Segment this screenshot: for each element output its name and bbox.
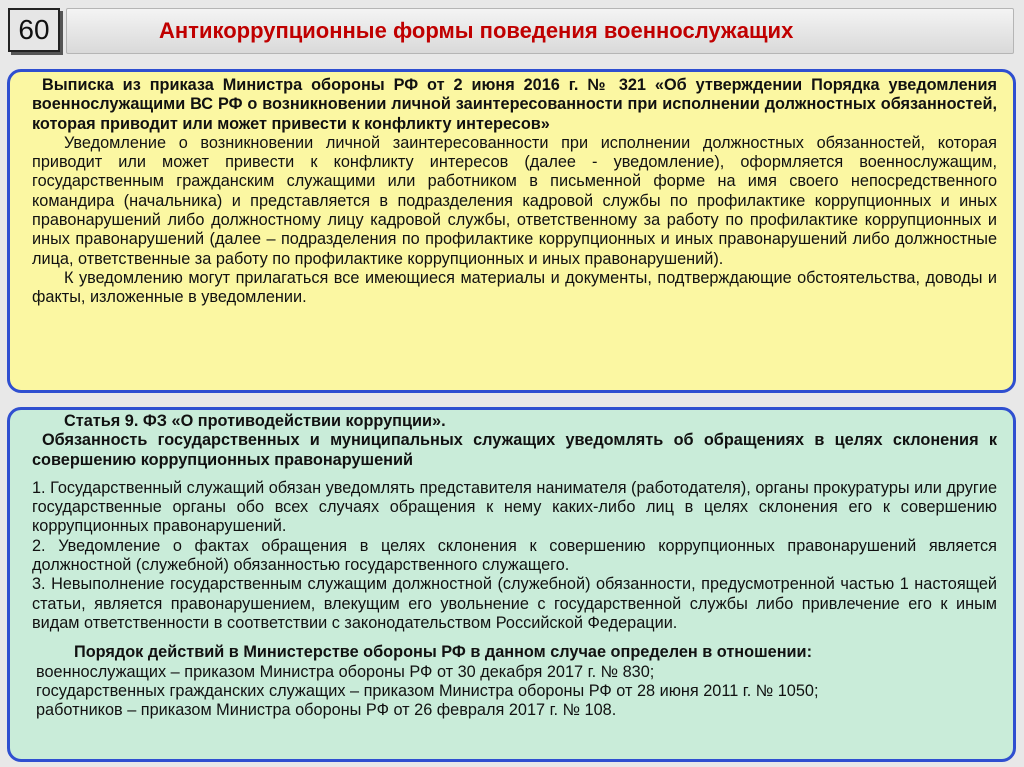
title-bar	[66, 8, 1014, 54]
article-item-2: 2. Уведомление о фактах обращения в целях склонения к совершению коррупционных правонарушений является должностной (служебной) обязанностью государственного служащего.	[32, 536, 997, 575]
notification-paragraph: Уведомление о возникновении личной заинтересованности при исполнении должностных обязанностей, которая приводит или может привести к конфликту интересов (далее - уведомление), оформляется военнослужащим, государственным гражданским служащими или работником в письменной форме на имя своего непосредственного командира (начальника) и представляется в подразделения кадровой службы по профилактике коррупционных и иных правонарушений либо должностному лицу кадровой службы, ответственному за работу по профилактике коррупционных и иных правонарушений (далее – подразделения по профилактике коррупционных и иных правонарушений либо должностные лица, ответственные за работу по профилактике коррупционных и иных правонарушений).	[32, 133, 997, 268]
attachments-paragraph: К уведомлению могут прилагаться все имеющиеся материалы и документы, подтверждающие обстоятельства, доводы и факты, изложенные в уведомлении.	[32, 268, 997, 307]
article-title: Обязанность государственных и муниципальных служащих уведомлять об обращениях в целях склонения к совершению коррупционных правонарушений	[32, 431, 997, 469]
order-list-item: государственных гражданских служащих – приказом Министра обороны РФ от 28 июня 2011 г. № 1050;	[36, 681, 819, 700]
slide-number: 60	[8, 8, 60, 52]
article-item-3: 3. Невыполнение государственным служащим должностной (служебной) обязанности, предусмотренной частью 1 настоящей статьи, является правонарушением, влекущим его увольнение с государственной службы либо привлечение его к иным видам ответственности в соответствии с законодательством Российской Федерации.	[32, 575, 997, 632]
order-list-item: военнослужащих – приказом Министра обороны РФ от 30 декабря 2017 г. № 830;	[36, 662, 655, 681]
article-item-1: 1. Государственный служащий обязан уведомлять представителя нанимателя (работодателя), органы прокуратуры или другие государственные органы обо всех случаях обращения к нему каких-либо лиц в целях склонения его к совершению коррупционных правонарушений.	[32, 478, 997, 536]
ministry-procedure-heading: Порядок действий в Министерстве обороны РФ в данном случае определен в отношении:	[74, 643, 812, 662]
order-list-item: работников – приказом Министра обороны РФ от 26 февраля 2017 г. № 108.	[36, 701, 617, 720]
order-excerpt-heading: Выписка из приказа Министра обороны РФ от 2 июня 2016 г. № 321 «Об утверждении Порядка уведомления военнослужащими ВС РФ о возникновении личной заинтересованности при исполнении должностных обязанностей, которая приводит или может привести к конфликту интересов»	[32, 76, 997, 133]
page-title: Антикоррупционные формы поведения военнослужащих	[159, 18, 794, 43]
order-excerpt-panel	[7, 69, 1016, 393]
article-9-panel	[7, 407, 1016, 762]
article-heading: Статья 9. ФЗ «О противодействии коррупции».	[64, 412, 446, 430]
